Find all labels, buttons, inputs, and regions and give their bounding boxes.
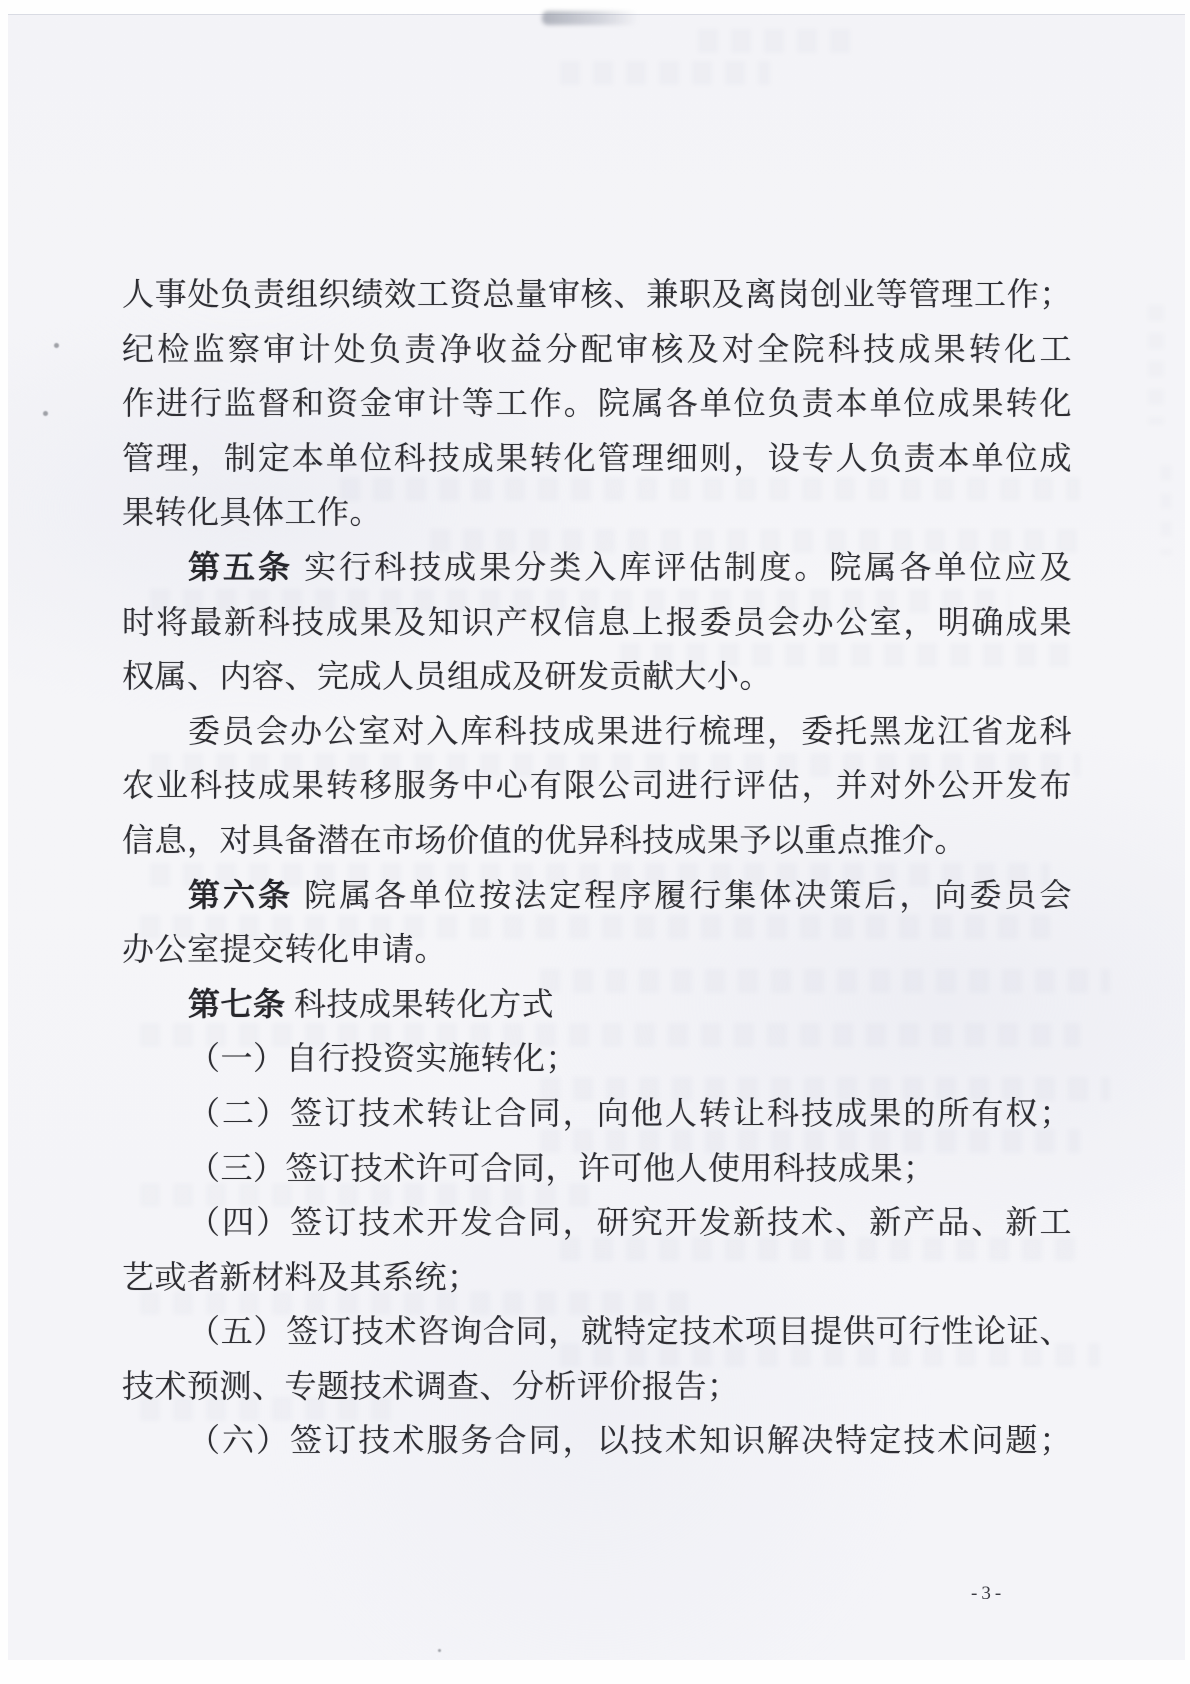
text-segment: 农业科技成果转移服务中心有限公司进行评估，并对外公开发布 <box>122 767 1072 804</box>
article-heading: 第五条 <box>188 548 294 585</box>
bleedthrough-row <box>698 29 858 53</box>
bleedthrough-row <box>560 61 770 85</box>
text-segment: 院属各单位按法定程序履行集体决策后，向委员会 <box>293 876 1072 913</box>
text-line <box>122 758 1072 813</box>
text-segment: 艺或者新材料及其系统； <box>122 1258 480 1295</box>
text-line <box>122 922 1072 977</box>
text-segment: 纪检监察审计处负责净收益分配审核及对全院科技成果转化工 <box>122 330 1072 367</box>
text-segment: （二）签订技术转让合同，向他人转让科技成果的所有权； <box>188 1094 1072 1131</box>
text-line <box>122 977 1072 1032</box>
text-line <box>122 595 1072 650</box>
text-line <box>122 1195 1072 1250</box>
text-segment: （一）自行投资实施转化； <box>188 1040 579 1077</box>
dust-speck <box>438 1649 441 1652</box>
text-line <box>122 267 1072 322</box>
text-segment: 技术预测、专题技术调查、分析评价报告； <box>122 1367 740 1404</box>
text-segment: 管理，制定本单位科技成果转化管理细则，设专人负责本单位成 <box>122 439 1072 476</box>
text-segment: 时将最新科技成果及知识产权信息上报委员会办公室，明确成果 <box>122 603 1072 640</box>
text-segment: 作进行监督和资金审计等工作。院属各单位负责本单位成果转化 <box>122 385 1072 422</box>
text-line <box>122 704 1072 759</box>
text-line <box>122 1359 1072 1414</box>
text-segment: 实行科技成果分类入库评估制度。院属各单位应及 <box>293 548 1072 585</box>
text-line <box>122 540 1072 595</box>
text-line <box>122 376 1072 431</box>
text-segment: （四）签订技术开发合同，研究开发新技术、新产品、新工 <box>188 1204 1072 1241</box>
text-segment: 果转化具体工作。 <box>122 494 383 531</box>
text-segment: 办公室提交转化申请。 <box>122 931 448 968</box>
text-line <box>122 1304 1072 1359</box>
text-segment: 权属、内容、完成人员组成及研发贡献大小。 <box>122 658 773 695</box>
text-segment: 人事处负责组织绩效工资总量审核、兼职及离岗创业等管理工作； <box>122 276 1072 312</box>
text-segment: （三）签订技术许可合同，许可他人使用科技成果； <box>188 1149 936 1186</box>
text-segment: （六）签订技术服务合同，以技术知识解决特定技术问题； <box>188 1422 1072 1459</box>
bleedthrough-streak <box>1160 465 1172 555</box>
document-body-text <box>122 267 1072 1468</box>
text-segment: （五）签订技术咨询合同，就特定技术项目提供可行性论证、 <box>188 1313 1072 1350</box>
text-line <box>122 649 1072 704</box>
text-line <box>122 1031 1072 1086</box>
article-heading: 第七条 <box>188 985 286 1022</box>
text-line <box>122 1250 1072 1305</box>
text-line <box>122 1086 1072 1141</box>
text-line <box>122 431 1072 486</box>
scan-smudge-artifact <box>542 11 638 25</box>
dust-speck <box>54 343 59 348</box>
text-line <box>122 1413 1072 1468</box>
dust-speck <box>43 411 48 416</box>
text-segment: 科技成果转化方式 <box>285 985 555 1022</box>
text-line <box>122 813 1072 868</box>
text-line <box>122 1141 1072 1196</box>
page-number: -3- <box>971 1583 1006 1604</box>
text-line <box>122 485 1072 540</box>
paper-background <box>8 14 1185 1660</box>
text-line <box>122 322 1072 377</box>
text-segment: 委员会办公室对入库科技成果进行梳理，委托黑龙江省龙科 <box>188 712 1072 749</box>
article-heading: 第六条 <box>188 876 294 913</box>
text-segment: 信息，对具备潜在市场价值的优异科技成果予以重点推介。 <box>122 821 968 858</box>
text-line <box>122 868 1072 923</box>
bleedthrough-streak <box>1148 305 1164 425</box>
